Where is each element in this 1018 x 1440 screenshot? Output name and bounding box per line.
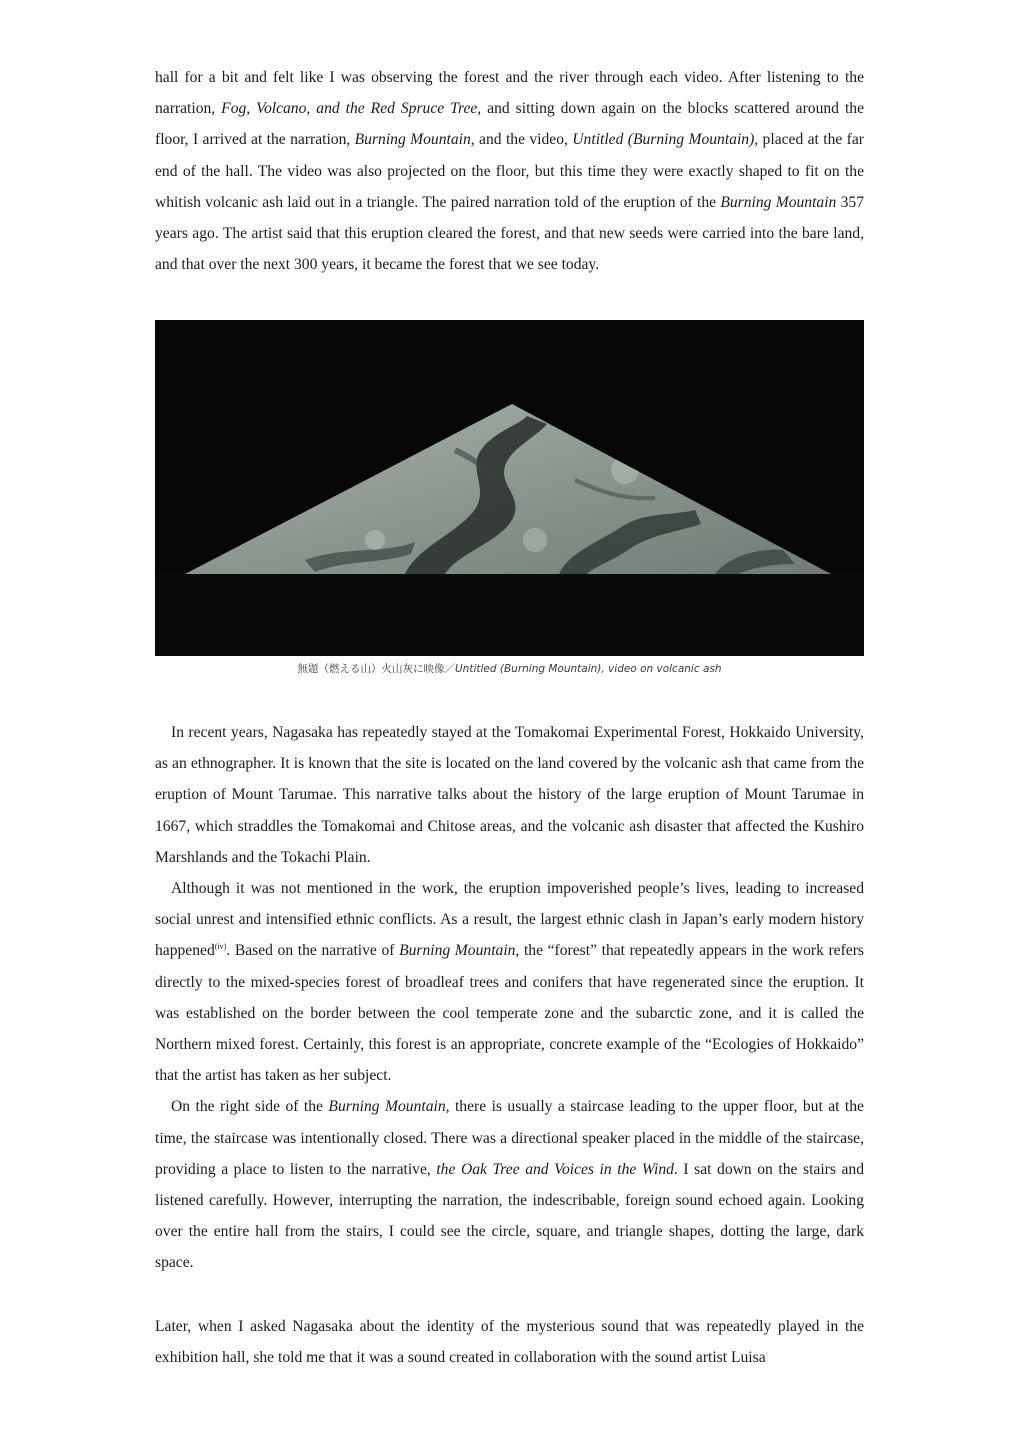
text-run: hall for a bit and felt like I was observing the forest and the river through each video. After listening to the narration, (155, 69, 864, 118)
title-fog-volcano: Fog, Volcano, and the Red Spruce Tree, (221, 100, 482, 118)
text-run: On the right side of the (171, 1098, 329, 1116)
text-run: , there is usually a staircase leading to the upper floor, but at the time, the staircase was intentionally closed. There was a directional speaker placed in the middle of the staircase, providing a place to listen to the narrative, (155, 1098, 864, 1178)
title-burning-mountain: Burning Mountain (399, 942, 516, 960)
title-untitled-burning-mountain: Untitled (Burning Mountain), (572, 131, 759, 149)
intro-paragraph (155, 62, 864, 280)
text-run: . Based on the narrative of (226, 942, 400, 960)
paragraph-1: In recent years, Nagasaka has repeatedly stayed at the Tomakomai Experimental Forest, Hokkaido University, as an ethnographer. It is known that the site is located on the land covered by the volcanic ash that came from the eruption of Mount Tarumae. This narrative talks about the history of the large eruption of Mount Tarumae in 1667, which straddles the Tomakomai and Chitose areas, and the volcanic ash disaster that affected the Kushiro Marshlands and the Tokachi Plain. (155, 724, 864, 866)
paragraph-2 (155, 873, 864, 1091)
text-run: Although it was not mentioned in the work, the eruption impoverished people’s lives, leading to increased social unrest and intensified ethnic conflicts. As a result, the largest ethnic clash in Japan’s early modern history happened (155, 880, 864, 960)
title-burning-mountain: Burning Mountain, (354, 131, 475, 149)
text-run: , the “forest” that repeatedly appears in the work refers directly to the mixed-species forest of broadleaf trees and conifers that have regenerated since the eruption. It was established on the border between the cool temperate zone and the subarctic zone, and it is called the Northern mixed forest. Certainly, this forest is an appropriate, concrete example of the “Ecologies of Hokkaido” that the artist has taken as her subject. (155, 942, 864, 1085)
caption-english: Untitled (Burning Mountain), video on volcanic ash (455, 663, 722, 675)
body-text (155, 717, 864, 1279)
text-run: . I sat down on the stairs and listened carefully. However, interrupting the narration, the indescribable, foreign sound echoed again. Looking over the entire hall from the stairs, I could see the circle, square, and triangle shapes, dotting the large, dark space. (155, 1160, 864, 1272)
text-run: placed at the far end of the hall. The video was also projected on the floor, but this time they were exactly shaped to fit on the whitish volcanic ash laid out in a triangle. The paired narration told of the eruption of the (155, 131, 864, 211)
caption-japanese: 無題（燃える山）火山灰に映像／ (297, 663, 455, 675)
volcanic-ash-triangle-image (155, 320, 864, 656)
text-run: and the video, (474, 131, 573, 149)
paragraph-4: Later, when I asked Nagasaka about the identity of the mysterious sound that was repeatedly played in the exhibition hall, she told me that it was a sound created in collaboration with the sound artist Luisa (155, 1318, 864, 1367)
artwork-photo (155, 320, 864, 656)
title-oak-tree-voices-wind: the Oak Tree and Voices in the Wind (436, 1160, 674, 1178)
footnote-marker: (iv) (214, 942, 227, 952)
figure-caption (155, 661, 864, 676)
title-burning-mountain: Burning Mountain (328, 1098, 446, 1116)
title-burning-mountain: Burning Mountain (720, 193, 837, 211)
text-run: 357 years ago. The artist said that this eruption cleared the forest, and that new seeds were carried into the bare land, and that over the next 300 years, it became the forest that we see today. (155, 193, 864, 274)
text-run: and sitting down again on the blocks scattered around the floor, I arrived at the narration, (155, 100, 864, 149)
paragraph-3 (155, 1091, 864, 1278)
closing-paragraph (155, 1311, 864, 1373)
